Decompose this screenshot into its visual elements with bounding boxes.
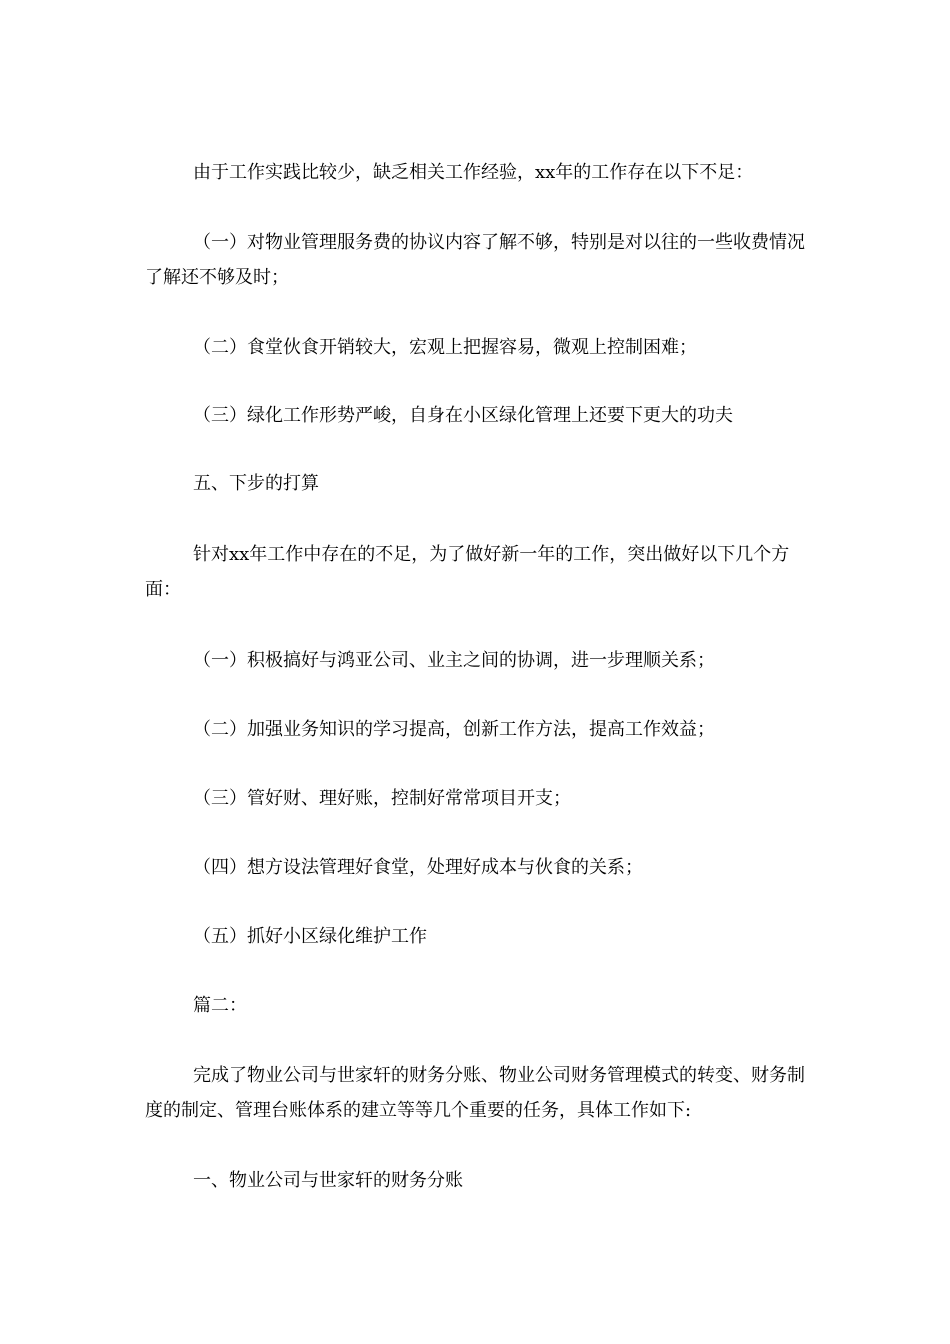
paragraph: （四）想方设法管理好食堂，处理好成本与伙食的关系； [193, 857, 643, 878]
paragraph: （一）积极搞好与鸿亚公司、业主之间的协调，进一步理顺关系； [193, 650, 715, 671]
section-heading: 五、下步的打算 [193, 473, 319, 494]
paragraph: （一）对物业管理服务费的协议内容了解不够，特别是对以往的一些收费情况了解还不够及时； [145, 232, 805, 288]
paragraph: （三）管好财、理好账，控制好常常项目开支； [193, 788, 571, 809]
paragraph: （五）抓好小区绿化维护工作 [193, 926, 427, 947]
paragraph: 针对xx年工作中存在的不足，为了做好新一年的工作，突出做好以下几个方面： [145, 544, 790, 600]
paragraph: 完成了物业公司与世家轩的财务分账、物业公司财务管理模式的转变、财务制度的制定、管理台账体系的建立等等几个重要的任务，具体工作如下: [145, 1065, 805, 1121]
paragraph: （二）食堂伙食开销较大，宏观上把握容易，微观上控制困难； [193, 337, 697, 358]
section-heading: 一、物业公司与世家轩的财务分账 [193, 1170, 463, 1191]
paragraph: （三）绿化工作形势严峻，自身在小区绿化管理上还要下更大的功夫 [193, 405, 733, 426]
paragraph: （二）加强业务知识的学习提高，创新工作方法，提高工作效益； [193, 719, 715, 740]
paragraph: 由于工作实践比较少，缺乏相关工作经验，xx年的工作存在以下不足： [193, 162, 754, 183]
section-heading: 篇二： [193, 995, 247, 1016]
